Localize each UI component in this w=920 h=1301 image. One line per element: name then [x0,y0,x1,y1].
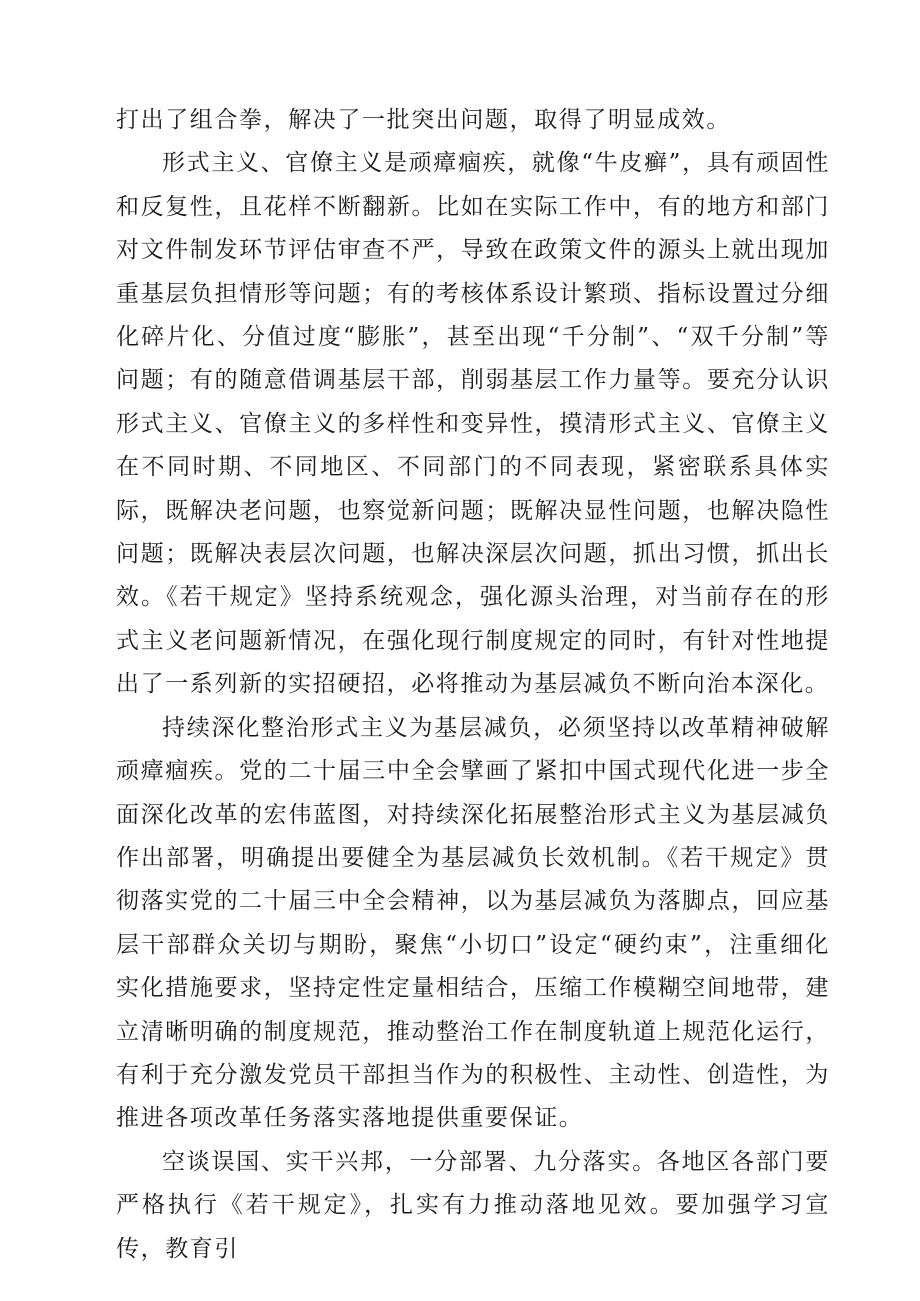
paragraph-2: 形式主义、官僚主义是顽瘴痼疾，就像“牛皮癣”，具有顽固性和反复性，且花样不断翻新。比如在实际工作中，有的地方和部门对文件制发环节评估审查不严，导致在政策文件的源头上就出现加重基层负担情形等问题；有的考核体系设计繁琐、指标设置过分细化碎片化、分值过度“膨胀”，甚至出现“千分制”、“双千分制”等问题；有的随意借调基层干部，削弱基层工作力量等。要充分认识形式主义、官僚主义的多样性和变异性，摸清形式主义、官僚主义在不同时期、不同地区、不同部门的不同表现，紧密联系具体实际，既解决老问题，也察觉新问题；既解决显性问题，也解决隐性问题；既解决表层次问题，也解决深层次问题，抓出习惯，抓出长效。《若干规定》坚持系统观念，强化源头治理，对当前存在的形式主义老问题新情况，在强化现行制度规定的同时，有针对性地提出了一系列新的实招硬招，必将推动为基层减负不断向治本深化。 [116,150,830,698]
paragraph-4: 空谈误国、实干兴邦，一分部署、九分落实。各地区各部门要严格执行《若干规定》，扎实有力推动落地见效。要加强学习宣传，教育引 [116,1148,830,1262]
document-body [116,99,830,1271]
paragraph-1: 打出了组合拳，解决了一批突出问题，取得了明显成效。 [116,107,731,133]
paragraph-3: 持续深化整治形式主义为基层减负，必须坚持以改革精神破解顽瘴痼疾。党的二十届三中全会擘画了紧扣中国式现代化进一步全面深化改革的宏伟蓝图，对持续深化拓展整治形式主义为基层减负作出部署，明确提出要健全为基层减负长效机制。《若干规定》贯彻落实党的二十届三中全会精神，以为基层减负为落脚点，回应基层干部群众关切与期盼，聚焦“小切口”设定“硬约束”，注重细化实化措施要求，坚持定性定量相结合，压缩工作模糊空间地带，建立清晰明确的制度规范，推动整治工作在制度轨道上规范化运行，有利于充分激发党员干部担当作为的积极性、主动性、创造性，为推进各项改革任务落实落地提供重要保证。 [116,714,830,1132]
